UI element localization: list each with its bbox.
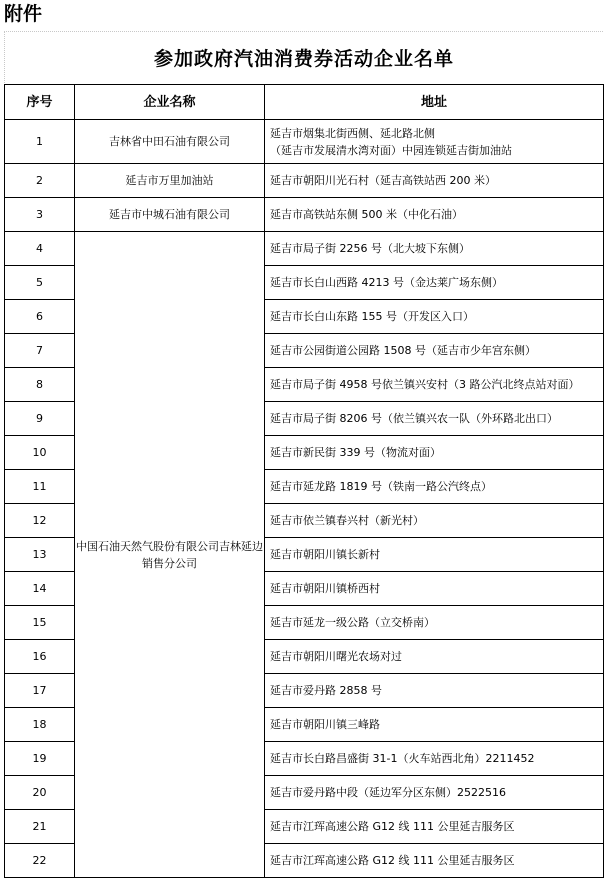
- row-no: 4: [5, 232, 75, 266]
- row-no: 6: [5, 300, 75, 334]
- row-no: 18: [5, 708, 75, 742]
- row-address: 延吉市依兰镇春兴村（新光村）: [265, 504, 604, 538]
- row-no: 7: [5, 334, 75, 368]
- header-no: 序号: [5, 85, 75, 120]
- company-table: [4, 84, 604, 878]
- row-no: 19: [5, 742, 75, 776]
- row-address-line: 延吉市烟集北街西侧、延北路北侧: [270, 126, 435, 140]
- row-no: 12: [5, 504, 75, 538]
- table-row: [5, 232, 604, 266]
- row-company: 吉林省中田石油有限公司: [75, 120, 265, 164]
- row-no: 2: [5, 164, 75, 198]
- row-no: 22: [5, 844, 75, 878]
- merged-company: 中国石油天然气股份有限公司吉林延边销售分公司: [75, 232, 265, 878]
- row-no: 15: [5, 606, 75, 640]
- row-no: 3: [5, 198, 75, 232]
- row-address: 延吉市延龙路 1819 号（铁南一路公汽终点）: [265, 470, 604, 504]
- row-address: 延吉市长白山东路 155 号（开发区入口）: [265, 300, 604, 334]
- row-address: 延吉市朝阳川镇三峰路: [265, 708, 604, 742]
- document-title: 参加政府汽油消费券活动企业名单: [153, 48, 454, 70]
- row-address: 延吉市公园街道公园路 1508 号（延吉市少年宫东侧）: [265, 334, 604, 368]
- row-no: 9: [5, 402, 75, 436]
- table-header-row: [5, 85, 604, 120]
- row-address: [265, 120, 604, 164]
- row-address: 延吉市朝阳川光石村（延吉高铁站西 200 米）: [265, 164, 604, 198]
- row-address: 延吉市江珲高速公路 G12 线 111 公里延吉服务区: [265, 844, 604, 878]
- row-address: 延吉市局子街 2256 号（北大坡下东侧）: [265, 232, 604, 266]
- row-address: 延吉市延龙一级公路（立交桥南）: [265, 606, 604, 640]
- row-address: 延吉市朝阳川镇桥西村: [265, 572, 604, 606]
- row-address: 延吉市爱丹路 2858 号: [265, 674, 604, 708]
- row-company: 延吉市中城石油有限公司: [75, 198, 265, 232]
- row-address: 延吉市局子街 8206 号（依兰镇兴农一队（外环路北出口）: [265, 402, 604, 436]
- table-row: [5, 164, 604, 198]
- row-no: 16: [5, 640, 75, 674]
- row-address: 延吉市爱丹路中段（延边军分区东侧）2522516: [265, 776, 604, 810]
- row-no: 1: [5, 120, 75, 164]
- row-no: 11: [5, 470, 75, 504]
- table-row: [5, 198, 604, 232]
- row-no: 20: [5, 776, 75, 810]
- header-address: 地址: [265, 85, 604, 120]
- row-no: 5: [5, 266, 75, 300]
- row-company: 延吉市万里加油站: [75, 164, 265, 198]
- row-address: 延吉市局子街 4958 号依兰镇兴安村（3 路公汽北终点站对面）: [265, 368, 604, 402]
- header-company: 企业名称: [75, 85, 265, 120]
- row-no: 10: [5, 436, 75, 470]
- row-address: 延吉市朝阳川镇长新村: [265, 538, 604, 572]
- row-address: 延吉市朝阳川曙光农场对过: [265, 640, 604, 674]
- row-address: 延吉市高铁站东侧 500 米（中化石油）: [265, 198, 604, 232]
- row-no: 14: [5, 572, 75, 606]
- row-address: 延吉市长白路昌盛街 31-1（火车站西北角）2211452: [265, 742, 604, 776]
- row-no: 8: [5, 368, 75, 402]
- row-no: 17: [5, 674, 75, 708]
- attachment-label: 附件: [4, 3, 43, 25]
- row-address: 延吉市新民街 339 号（物流对面）: [265, 436, 604, 470]
- row-no: 21: [5, 810, 75, 844]
- row-no: 13: [5, 538, 75, 572]
- row-address: 延吉市江珲高速公路 G12 线 111 公里延吉服务区: [265, 810, 604, 844]
- row-address: 延吉市长白山西路 4213 号（金达莱广场东侧）: [265, 266, 604, 300]
- table-row: [5, 120, 604, 164]
- row-address-line: （延吉市发展清水湾对面）中园连锁延吉街加油站: [270, 143, 512, 157]
